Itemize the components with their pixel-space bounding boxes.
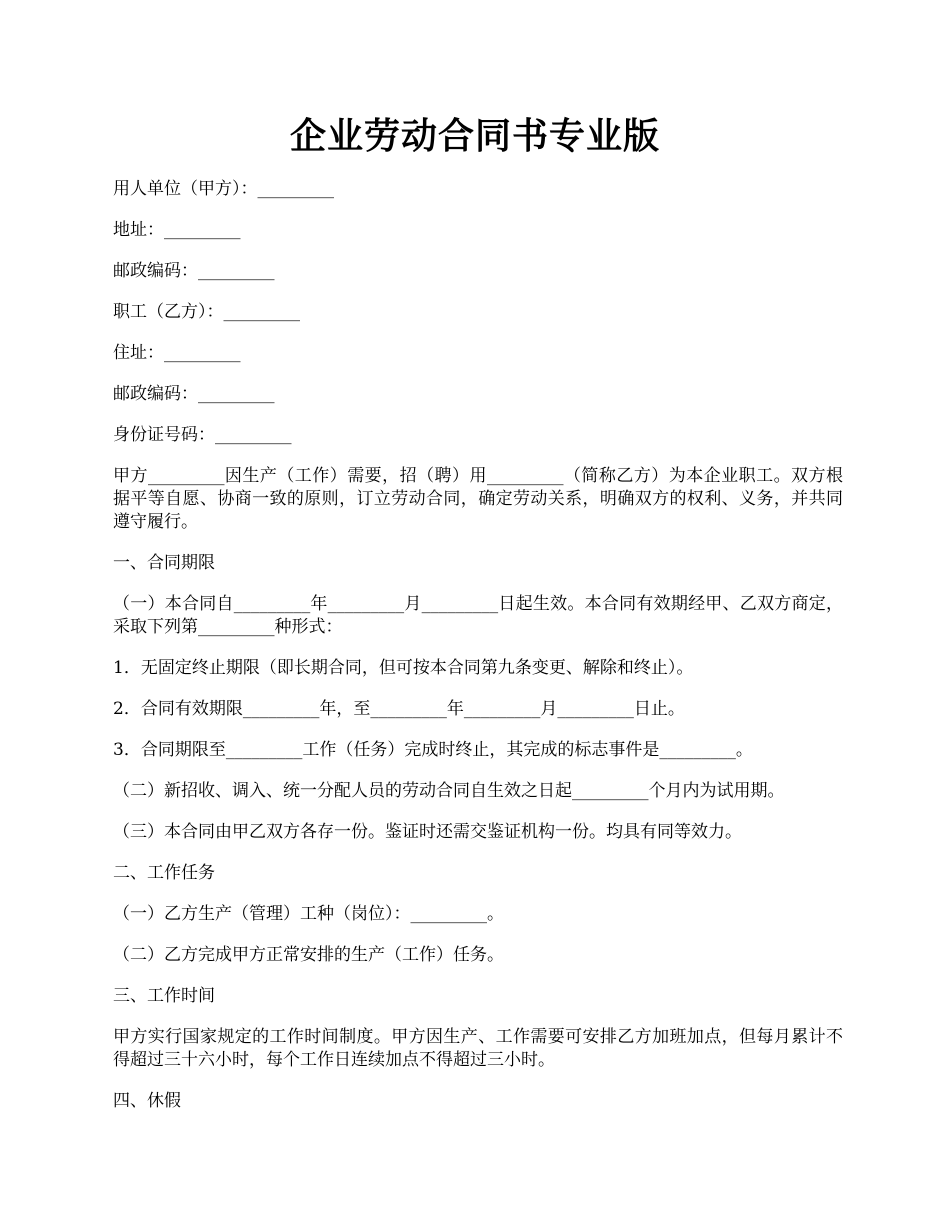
section-heading-leave: 四、休假 xyxy=(113,1091,181,1111)
field-employee-postcode: 邮政编码：_________ xyxy=(113,384,275,404)
field-employer-postcode: 邮政编码：_________ xyxy=(113,261,275,281)
clause-term-option-1: 1．无固定终止期限（即长期合同，但可按本合同第九条变更、解除和终止）。 xyxy=(113,658,694,678)
clause-term-effective: （一）本合同自_________年_________月_________日起生效。本合同有效期经甲、乙双方商定，采取下列第_________种形式： xyxy=(113,594,843,637)
clause-term-option-2: 2．合同有效期限_________年，至_________年_________月_________日止。 xyxy=(113,699,685,719)
document-title: 企业劳动合同书专业版 xyxy=(289,115,660,157)
section-heading-hours: 三、工作时间 xyxy=(113,986,215,1006)
clause-copies: （三）本合同由甲乙双方各存一份。鉴证时还需交鉴证机构一份。均具有同等效力。 xyxy=(113,822,742,842)
clause-term-option-3: 3．合同期限至_________工作（任务）完成时终止，其完成的标志事件是_________。 xyxy=(113,740,753,760)
intro-paragraph: 甲方_________因生产（工作）需要，招（聘）用_________（简称乙方）为本企业职工。双方根据平等自愿、协商一致的原则，订立劳动合同，确定劳动关系，明确双方的权利、义务，并共同遵守履行。 xyxy=(113,466,843,532)
field-employee: 职工（乙方）：_________ xyxy=(113,302,300,322)
field-employee-residence: 住址：_________ xyxy=(113,343,241,363)
field-employer-address: 地址：_________ xyxy=(113,220,241,240)
clause-probation: （二）新招收、调入、统一分配人员的劳动合同自生效之日起_________个月内为试用期。 xyxy=(113,781,785,801)
field-employer: 用人单位（甲方）：_________ xyxy=(113,179,334,199)
clause-working-hours: 甲方实行国家规定的工作时间制度。甲方因生产、工作需要可安排乙方加班加点，但每月累计不得超过三十六小时，每个工作日连续加点不得超过三小时。 xyxy=(113,1027,843,1070)
document-body xyxy=(113,178,843,1131)
section-heading-term: 一、合同期限 xyxy=(113,553,215,573)
clause-task-completion: （二）乙方完成甲方正常安排的生产（工作）任务。 xyxy=(113,945,504,965)
clause-job-position: （一）乙方生产（管理）工种（岗位）：_________。 xyxy=(113,904,504,924)
field-id-number: 身份证号码：_________ xyxy=(113,425,292,445)
section-heading-tasks: 二、工作任务 xyxy=(113,863,215,883)
